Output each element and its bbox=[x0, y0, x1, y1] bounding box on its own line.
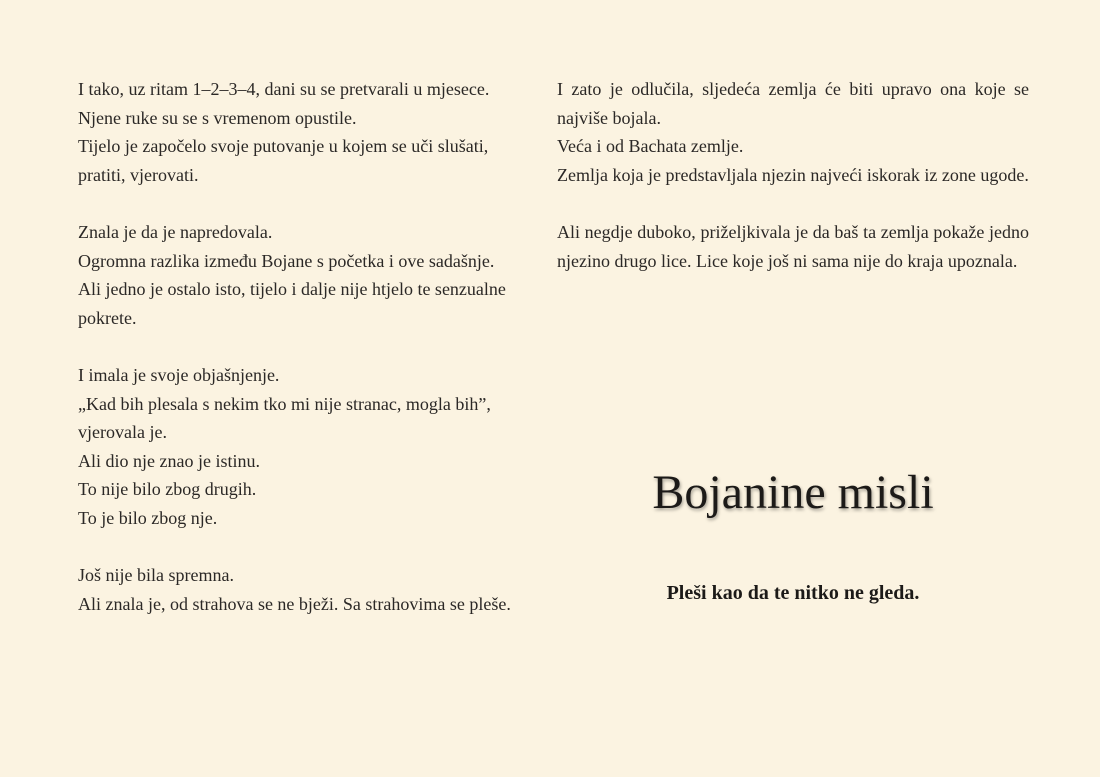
text-line: Tijelo je započelo svoje putovanje u kojem se uči slušati, pratiti, vjerovati. bbox=[78, 136, 489, 185]
text-line: Ali negdje duboko, priželjkivala je da baš ta zemlja pokaže jedno njezino drugo lice. Lice koje još ni sama nije do kraja upoznala. bbox=[557, 221, 1029, 271]
text-line: Ali jedno je ostalo isto, tijelo i dalje nije htjelo te senzualne pokrete. bbox=[78, 279, 506, 328]
text-line: Veća i od Bachata zemlje. bbox=[557, 136, 744, 157]
text-line: To nije bilo zbog drugih. bbox=[78, 479, 257, 500]
paragraph bbox=[557, 75, 1029, 189]
text-line: To je bilo zbog nje. bbox=[78, 507, 218, 528]
text-line: Još nije bila spremna. bbox=[78, 565, 234, 586]
paragraph bbox=[557, 218, 1029, 275]
text-line: Ali dio nje znao je istinu. bbox=[78, 450, 260, 471]
text-line: I imala je svoje objašnjenje. bbox=[78, 364, 280, 385]
left-page-text bbox=[78, 75, 533, 618]
paragraph bbox=[78, 75, 533, 189]
text-line: Znala je da je napredovala. bbox=[78, 221, 273, 242]
chapter-title: Bojanine misli bbox=[652, 466, 934, 519]
paragraph bbox=[78, 218, 533, 332]
text-line: I tako, uz ritam 1–2–3–4, dani su se pretvarali u mjesece. bbox=[78, 79, 490, 99]
right-page-text bbox=[557, 75, 1029, 275]
text-line: Ali znala je, od strahova se ne bježi. Sa strahovima se pleše. bbox=[78, 593, 511, 614]
text-line: Zemlja koja je predstavljala njezin najveći iskorak iz zone ugode. bbox=[557, 164, 1029, 185]
paragraph bbox=[78, 361, 533, 533]
text-line: I zato je odlučila, sljedeća zemlja će biti upravo ona koje se najviše bojala. bbox=[557, 79, 1029, 128]
text-line: „Kad bih plesala s nekim tko mi nije stranac, mogla bih”, vjerovala je. bbox=[78, 393, 491, 443]
text-line: Ogromna razlika između Bojane s početka i ove sadašnje. bbox=[78, 250, 495, 271]
text-line: Njene ruke su se s vremenom opustile. bbox=[78, 107, 357, 128]
chapter-motto: Pleši kao da te nitko ne gleda. bbox=[666, 582, 920, 604]
right-page bbox=[550, 0, 1100, 777]
paragraph bbox=[78, 561, 533, 618]
